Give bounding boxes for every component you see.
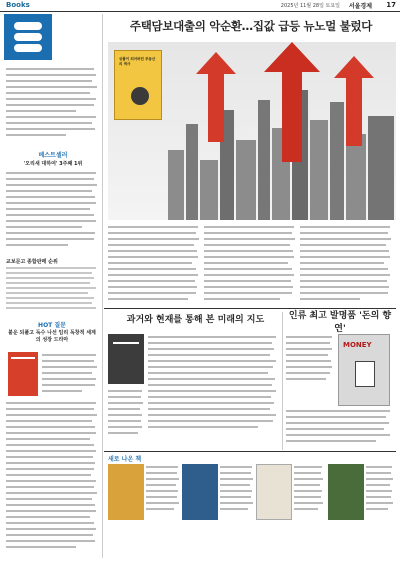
section2-headline: 과거와 현재를 통해 본 미래의 지도 xyxy=(126,315,265,325)
ranking-row xyxy=(6,281,98,285)
ranking-row xyxy=(6,296,98,300)
page-header xyxy=(0,0,400,12)
new-book-cover xyxy=(256,464,292,520)
bestseller-heading: 베스트셀러 xyxy=(38,152,68,159)
ranking-row xyxy=(6,276,98,280)
ranking-table-heading: 교보문고 종합판매 순위 xyxy=(6,259,58,265)
paper-name: 서울경제 xyxy=(348,3,372,10)
money-book-cover xyxy=(338,334,390,406)
main-article-col2 xyxy=(204,224,296,308)
left-column-text xyxy=(6,66,98,144)
section2-book-cover xyxy=(108,334,144,384)
hot-book-text xyxy=(42,352,98,398)
hot-question-heading: HOT 질문 xyxy=(38,322,66,329)
new-books-heading: 새로 나온 책 xyxy=(108,456,142,463)
column-divider xyxy=(282,312,283,450)
main-article-col1 xyxy=(108,224,200,308)
new-book-cover xyxy=(328,464,364,520)
section3-text xyxy=(286,408,392,450)
main-headline: 주택담보대출의 악순환…집값 급등 뉴노멀 불렀다 xyxy=(129,19,373,33)
page-number: 17 xyxy=(386,1,396,9)
bestseller-text xyxy=(6,170,98,254)
red-arrow-icon xyxy=(334,56,374,146)
money-book-title: MONEY xyxy=(343,341,372,349)
book-cover-title: 상품이 되어버린 부동산의 역사 xyxy=(119,57,156,66)
ranking-row xyxy=(6,301,98,305)
new-book-cover xyxy=(108,464,144,520)
ranking-row xyxy=(6,306,98,310)
issue-date: 2025년 11월 28일 토요일 xyxy=(280,3,340,9)
new-book-text xyxy=(366,464,394,556)
section3-headline: 인류 최고 발명품 '돈의 향연' xyxy=(288,311,392,334)
ranking-row xyxy=(6,291,98,295)
new-book-cover xyxy=(182,464,218,520)
main-article-col3 xyxy=(300,224,392,308)
section2-text-left xyxy=(108,388,144,450)
books-section-logo xyxy=(4,14,52,60)
new-book-text xyxy=(146,464,180,556)
ranking-row xyxy=(6,266,98,270)
section3-text-top xyxy=(286,334,334,406)
section-divider xyxy=(104,451,396,452)
ranking-row xyxy=(6,271,98,275)
hot-article-text xyxy=(6,400,98,556)
red-arrow-icon xyxy=(264,42,320,162)
new-book-text xyxy=(294,464,324,556)
red-arrow-icon xyxy=(196,52,236,142)
ranking-row xyxy=(6,286,98,290)
hot-book-cover xyxy=(8,352,38,396)
new-book-text xyxy=(220,464,254,556)
bestseller-subheading: '오리새 대하여' 3주째 1위 xyxy=(23,161,83,167)
section-label: Books xyxy=(6,1,30,9)
hot-question-subheading: 불운 되풀고 독수 나선 임리 독창적 세계의 성장 드라마 xyxy=(8,330,96,343)
section2-text xyxy=(148,334,278,450)
book-cover xyxy=(114,50,162,120)
column-divider xyxy=(102,14,103,558)
